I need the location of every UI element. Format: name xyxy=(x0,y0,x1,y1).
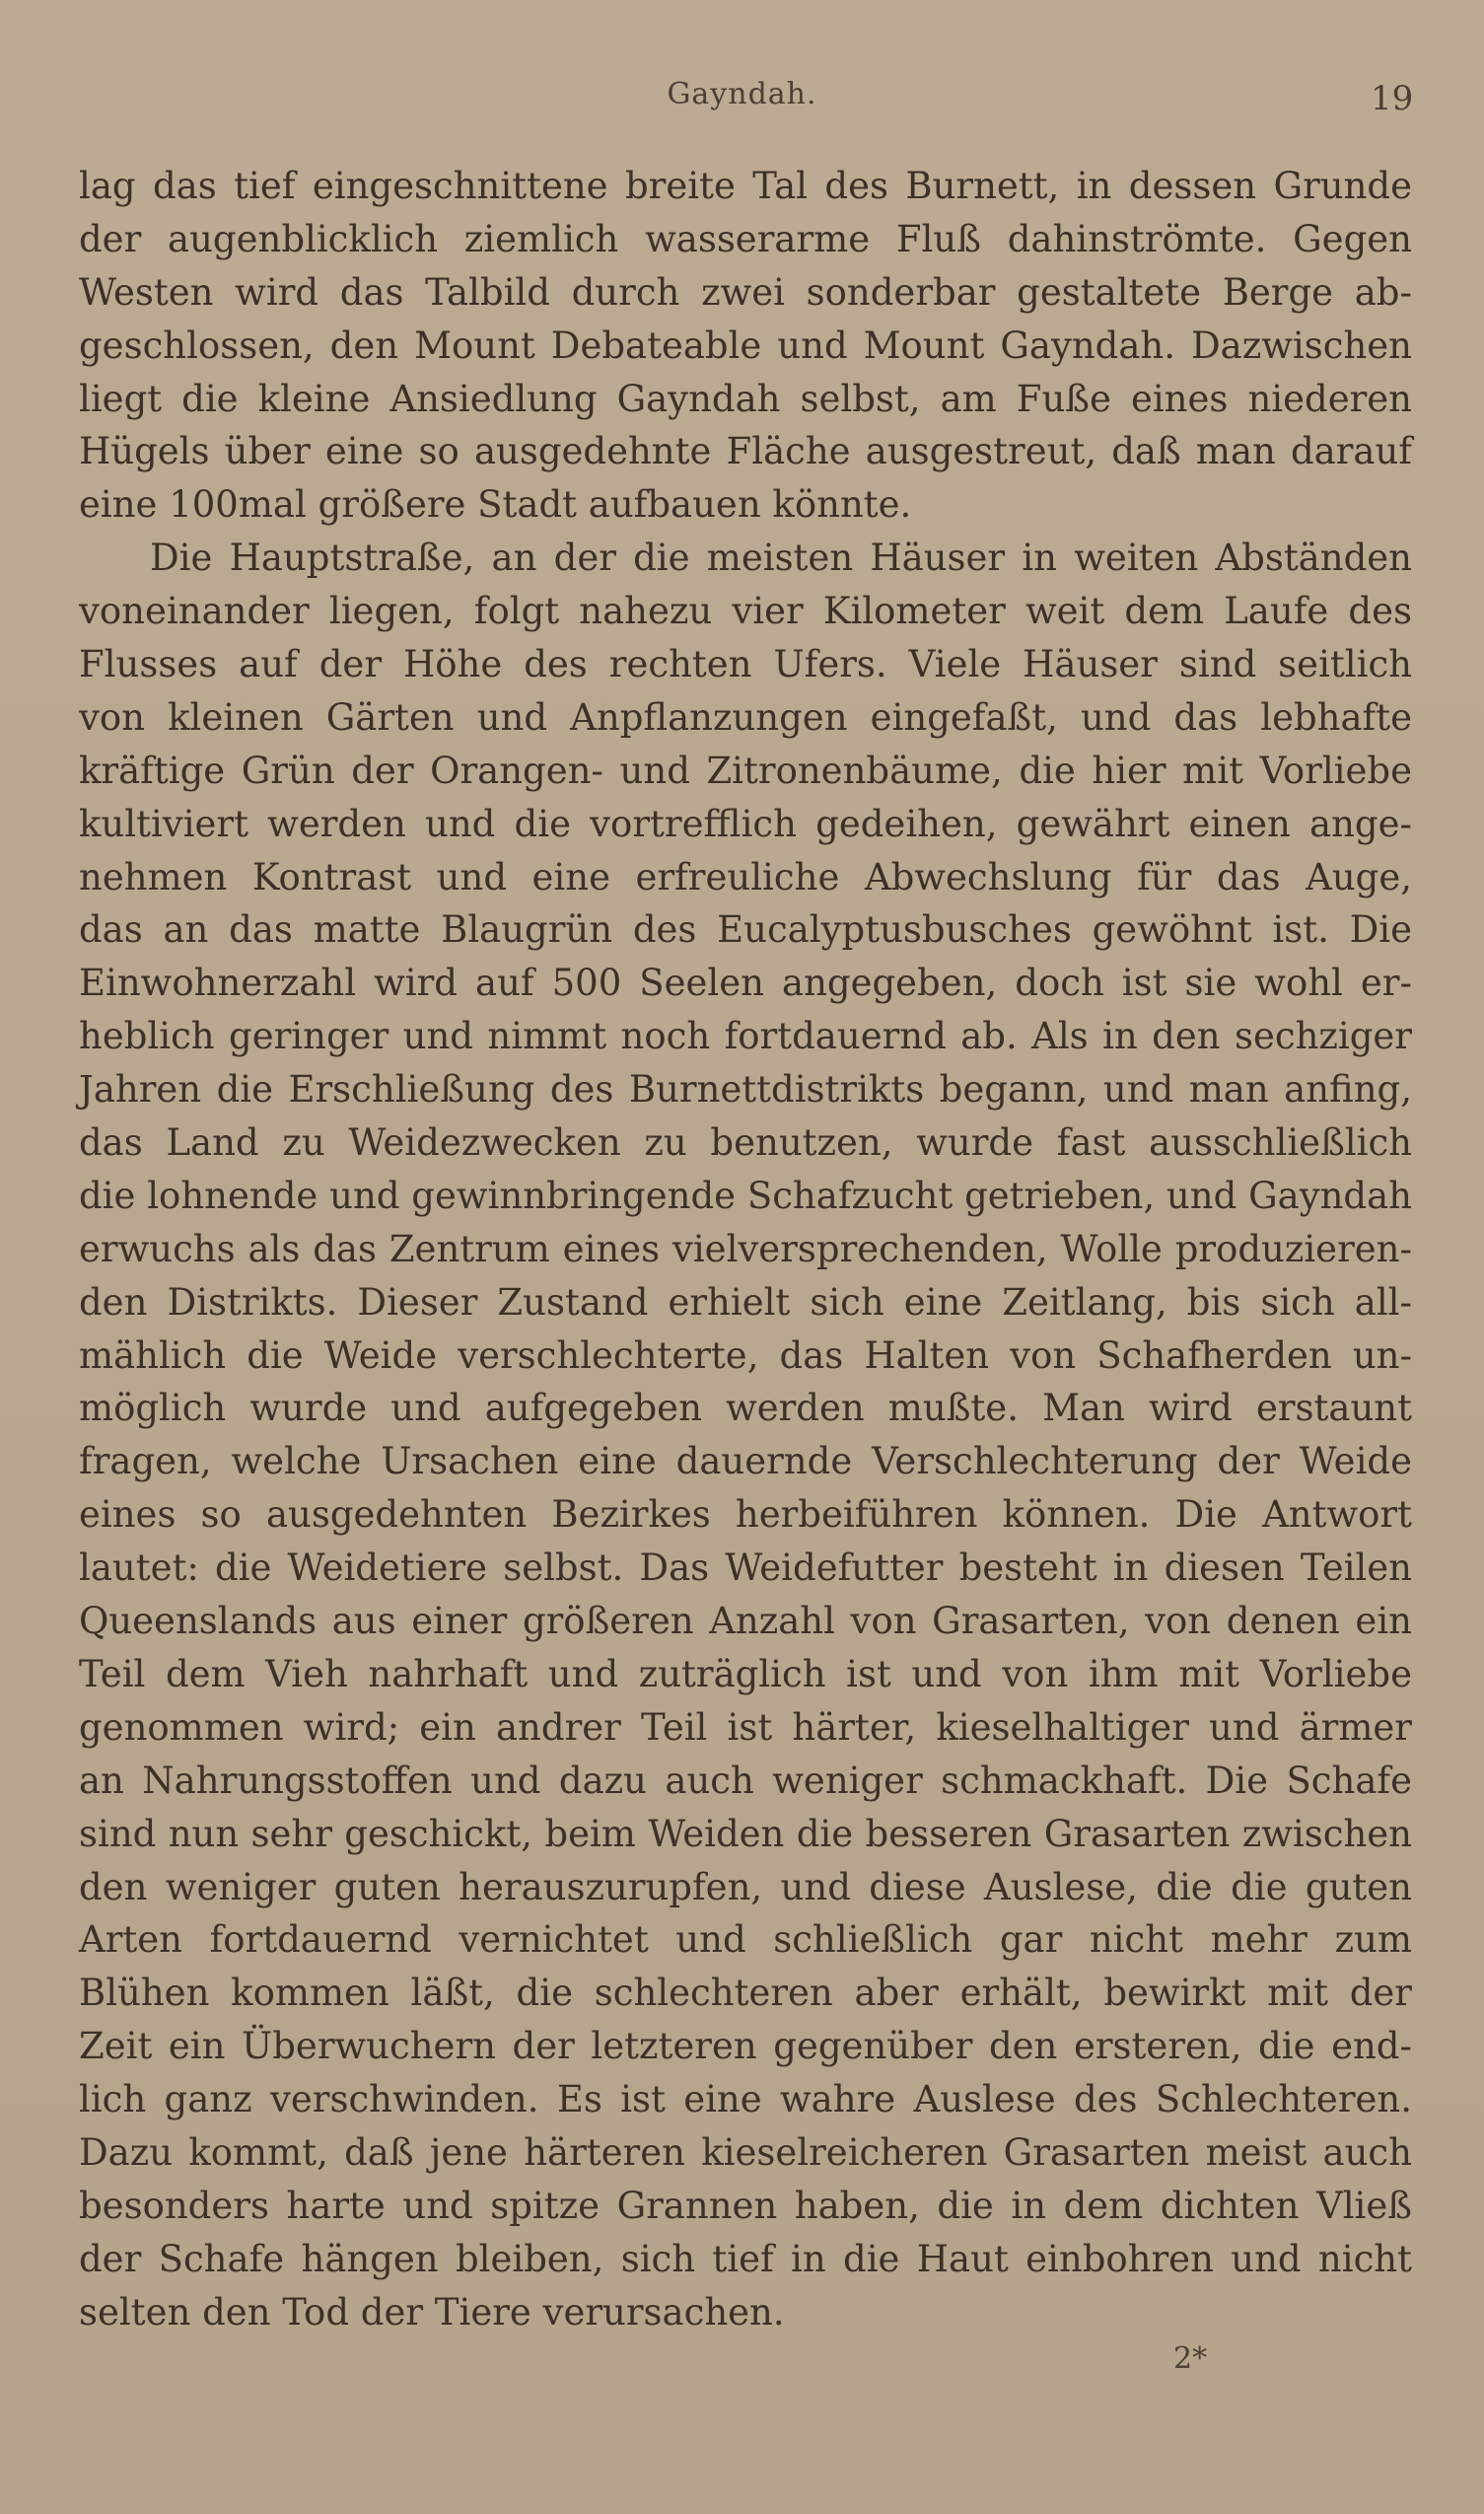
text-line: voneinander liegen, folgt nahezu vier Kilometer weit dem Laufe des xyxy=(79,590,1412,633)
text-line: eines so ausgedehnten Bezirkes herbeiführen können. Die Antwort xyxy=(79,1493,1412,1537)
body-text xyxy=(79,160,1412,2339)
text-line: die lohnende und gewinnbringende Schafzucht getrieben, und Gayndah xyxy=(79,1174,1412,1217)
text-line: Dazu kommt, daß jene härteren kieselreicheren Grasarten meist auch xyxy=(79,2130,1412,2174)
text-line: Westen wird das Talbild durch zwei sonderbar gestaltete Berge ab- xyxy=(79,270,1412,314)
text-line: eine 100mal größere Stadt aufbauen könnte. xyxy=(79,483,912,527)
text-line: den Distrikts. Dieser Zustand erhielt sich eine Zeitlang, bis sich all- xyxy=(79,1280,1412,1324)
text-line: an Nahrungsstoffen und dazu auch weniger schmackhaft. Die Schafe xyxy=(79,1759,1412,1802)
text-line: genommen wird; ein andrer Teil ist härter, kieselhaltiger und ärmer xyxy=(79,1705,1412,1749)
text-line: Flusses auf der Höhe des rechten Ufers. Viele Häuser sind seitlich xyxy=(79,643,1412,686)
text-line: Jahren die Erschließung des Burnettdistrikts begann, und man anfing, xyxy=(79,1068,1412,1112)
page-number: 19 xyxy=(1371,79,1414,118)
text-line: Hügels über eine so ausgedehnte Fläche ausgestreut, daß man darauf xyxy=(79,430,1412,473)
running-title: Gayndah. xyxy=(667,77,817,111)
text-line: Zeit ein Überwuchern der letzteren gegenüber den ersteren, die end- xyxy=(79,2025,1412,2068)
text-line: den weniger guten herauszurupfen, und diese Auslese, die die guten xyxy=(79,1865,1412,1908)
text-line: lich ganz verschwinden. Es ist eine wahre Auslese des Schlechteren. xyxy=(79,2078,1412,2121)
text-line: besonders harte und spitze Grannen haben, die in dem dichten Vließ xyxy=(79,2184,1412,2227)
text-line: erwuchs als das Zentrum eines vielversprechenden, Wolle produzieren- xyxy=(79,1227,1412,1270)
text-line: Arten fortdauernd vernichtet und schließlich gar nicht mehr zum xyxy=(79,1918,1412,1962)
text-line: fragen, welche Ursachen eine dauernde Verschlechterung der Weide xyxy=(79,1440,1412,1483)
text-line: Blühen kommen läßt, die schlechteren aber erhält, bewirkt mit der xyxy=(79,1972,1412,2015)
text-line: möglich wurde und aufgegeben werden mußte. Man wird erstaunt xyxy=(79,1387,1412,1430)
signature-mark: 2* xyxy=(1173,2341,1208,2376)
text-line: mählich die Weide verschlechterte, das Halten von Schafherden un- xyxy=(79,1333,1412,1377)
text-line: heblich geringer und nimmt noch fortdauernd ab. Als in den sechziger xyxy=(79,1015,1412,1058)
paragraph-2 xyxy=(79,532,1412,2338)
text-line: der Schafe hängen bleiben, sich tief in die Haut einbohren und nicht xyxy=(79,2237,1412,2280)
text-line: das an das matte Blaugrün des Eucalyptusbusches gewöhnt ist. Die xyxy=(79,908,1412,952)
text-line: lautet: die Weidetiere selbst. Das Weidefutter besteht in diesen Teilen xyxy=(79,1546,1412,1590)
text-line: lag das tief eingeschnittene breite Tal des Burnett, in dessen Grunde xyxy=(79,165,1412,207)
text-line: kräftige Grün der Orangen- und Zitronenbäume, die hier mit Vorliebe xyxy=(79,749,1412,792)
text-line: Queenslands aus einer größeren Anzahl von Grasarten, von denen ein xyxy=(79,1600,1412,1643)
text-line: geschlossen, den Mount Debateable und Mount Gayndah. Dazwischen xyxy=(79,323,1412,367)
text-line: das Land zu Weidezwecken zu benutzen, wurde fast ausschließlich xyxy=(79,1121,1412,1165)
text-line: Teil dem Vieh nahrhaft und zuträglich ist und von ihm mit Vorliebe xyxy=(79,1652,1412,1695)
text-line: selten den Tod der Tiere verursachen. xyxy=(79,2290,785,2334)
text-line: von kleinen Gärten und Anpflanzungen eingefaßt, und das lebhafte xyxy=(79,695,1412,739)
text-line: nehmen Kontrast und eine erfreuliche Abwechslung für das Auge, xyxy=(79,855,1412,898)
text-line: kultiviert werden und die vortrefflich gedeihen, gewährt einen ange- xyxy=(79,802,1412,845)
paragraph-1 xyxy=(79,160,1412,532)
text-line: Die Hauptstraße, an der die meisten Häuser in weiten Abständen xyxy=(150,537,1412,580)
text-line: Einwohnerzahl wird auf 500 Seelen angegeben, doch ist sie wohl er- xyxy=(79,962,1412,1005)
text-line: liegt die kleine Ansiedlung Gayndah selbst, am Fuße eines niederen xyxy=(79,377,1412,420)
text-line: sind nun sehr geschickt, beim Weiden die besseren Grasarten zwischen xyxy=(79,1812,1412,1855)
text-line: der augenblicklich ziemlich wasserarme Fluß dahinströmte. Gegen xyxy=(79,217,1412,260)
